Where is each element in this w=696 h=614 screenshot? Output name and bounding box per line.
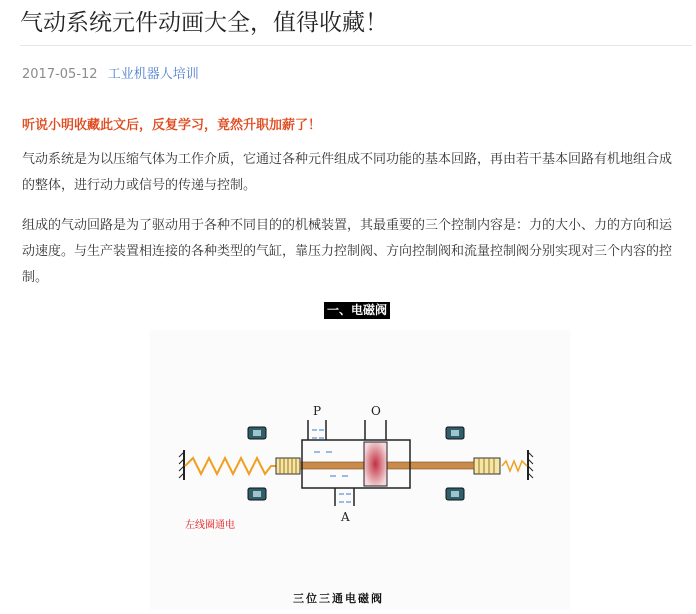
- sensor-bottom-left: [248, 488, 266, 500]
- port-a-label: A: [341, 510, 350, 524]
- right-spring: [502, 461, 527, 471]
- article-meta: [22, 63, 199, 82]
- port-o: [365, 420, 386, 440]
- port-p-label: P: [313, 404, 322, 418]
- article-title: 气动系统元件动画大全，值得收藏！: [20, 10, 388, 36]
- paragraph-2: 组成的气动回路是为了驱动用于各种不同目的的机械装置，其最重要的三个控制内容是：力的大小、力的方向和运动速度。与生产装置相连接的各种类型的气缸，靠压力控制阀、方向控制阀和流量控制阀分别实现对三个内容的控制。: [22, 218, 673, 285]
- left-wall: [179, 450, 184, 480]
- author-link[interactable]: 工业机器人培训: [107, 67, 199, 82]
- title-divider: [20, 45, 692, 46]
- valve-illustration: [150, 330, 570, 610]
- paragraph-1: 气动系统是为以压缩气体为工作介质，它通过各种元件组成不同功能的基本回路，再由若干基本回路有机地组合成的整体，进行动力或信号的传递与控制。: [22, 152, 673, 193]
- highlight-text: 听说小明收藏此文后，反复学习，竟然升职加薪了！: [22, 118, 322, 133]
- right-wall: [528, 450, 533, 480]
- diagram-caption: 三位三通电磁阀: [293, 592, 384, 605]
- sensor-top-right: [446, 427, 464, 439]
- coil-note: 左线圈通电: [185, 520, 235, 531]
- port-o-label: O: [371, 404, 381, 418]
- publish-date: 2017-05-12: [22, 67, 98, 82]
- sensor-top-left: [248, 427, 266, 439]
- valve-spool: [364, 442, 387, 486]
- port-a: [335, 488, 354, 506]
- sensor-bottom-right: [446, 488, 464, 500]
- port-p: [308, 420, 326, 440]
- left-spring: [185, 458, 276, 474]
- solenoid-valve-diagram: [150, 330, 570, 610]
- section-title: 一、电磁阀: [324, 302, 390, 319]
- right-coil: [474, 458, 500, 474]
